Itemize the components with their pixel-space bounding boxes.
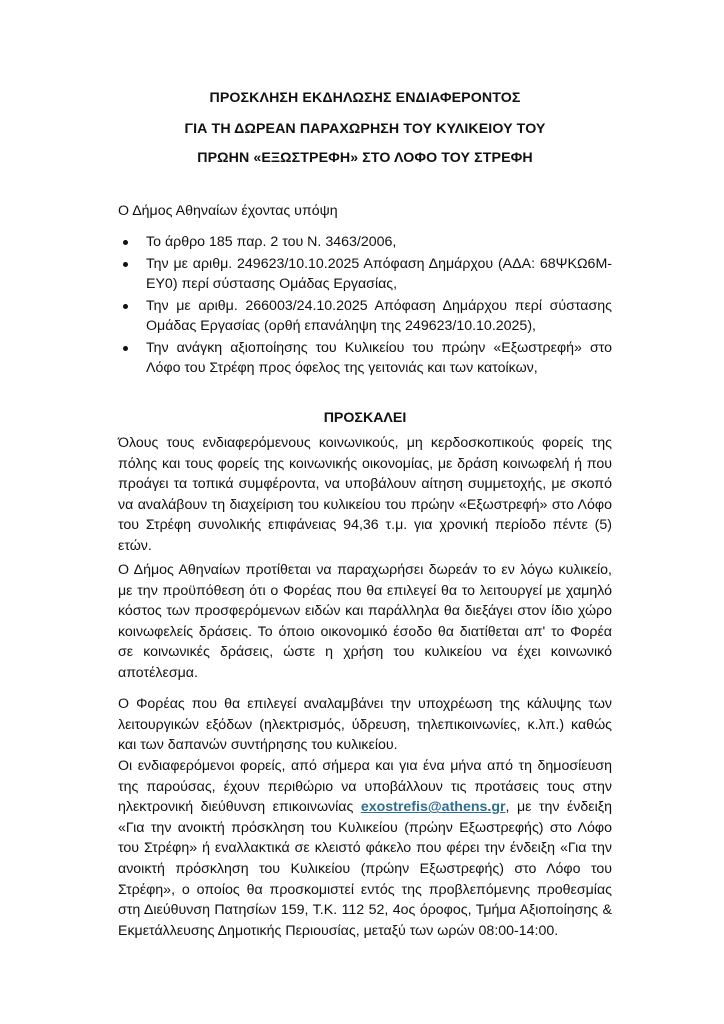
- section-heading: ΠΡΟΣΚΑΛΕΙ: [323, 410, 407, 426]
- considerations-list: [118, 232, 612, 378]
- intro-text: Ο Δήμος Αθηναίων έχοντας υπόψη: [118, 203, 338, 219]
- title-line-2: ΓΙΑ ΤΗ ΔΩΡΕΑΝ ΠΑΡΑΧΩΡΗΣΗ ΤΟΥ ΚΥΛΙΚΕΙΟΥ ΤΟΥ: [184, 121, 546, 137]
- paragraph-obligations: Ο Φορέας που θα επιλεγεί αναλαμβάνει την υποχρέωση της κάλυψης των λειτουργικών εξόδων (ηλεκτρισμός, ύδρευση, τηλεπικοινωνίες, κ.λπ.) καθώς και των δαπανών συντήρησης του κυλικείου.: [118, 696, 612, 754]
- bullet-icon: [123, 262, 128, 267]
- list-item: [118, 296, 612, 336]
- list-item-text: Την με αριθμ. 266003/24.10.2025 Απόφαση Δημάρχου περί σύστασης Ομάδας Εργασίας (ορθή επανάληψη της 249623/10.10.2025),: [146, 298, 612, 334]
- list-item: [118, 338, 612, 378]
- title-line-1: ΠΡΟΣΚΛΗΣΗ ΕΚΔΗΛΩΣΗΣ ΕΝΔΙΑΦΕΡΟΝΤΟΣ: [209, 90, 521, 106]
- paragraph-concession: Ο Δήμος Αθηναίων προτίθεται να παραχωρήσει δωρεάν το εν λόγω κυλικείο, με την προϋπόθεση ότι ο Φορέας που θα επιλεγεί θα το λειτουργεί με χαμηλό κόστος των προσφερόμενων ειδών και παράλληλα θα διεξάγει στον ίδιο χώρο κοινωφελείς δράσεις. Το όποιο οικονομικό έσοδο θα διατίθεται απ' το Φορέα σε κοινωνικές δράσεις, ώστε η χρήση του κυλικείου να έχει κοινωνικό αποτέλεσμα.: [118, 562, 612, 681]
- email-link[interactable]: exostrefis@athens.gr: [360, 799, 506, 816]
- list-item-text: Την με αριθμ. 249623/10.10.2025 Απόφαση Δημάρχου (ΑΔΑ: 68ΨΚΩ6Μ-ΕΥ0) περί σύστασης Ομάδας Εργασίας,: [146, 256, 612, 292]
- list-item-text: Το άρθρο 185 παρ. 2 του Ν. 3463/2006,: [146, 234, 397, 250]
- paragraph-submission: [118, 756, 612, 941]
- bullet-icon: [123, 346, 128, 351]
- bullet-icon: [123, 240, 128, 245]
- submission-text-before: Οι ενδιαφερόμενοι φορείς, από σήμερα και για ένα μήνα από τη δημοσίευση της παρούσας, έχουν περιθώριο να υποβάλλουν τις προτάσεις τους στην ηλεκτρονική διεύθυνση επικοινωνίας: [118, 758, 612, 816]
- list-item-text: Την ανάγκη αξιοποίησης του Κυλικείου του πρώην «Εξωστρεφή» στο Λόφο του Στρέφη προς όφελος της γειτονιάς και των κατοίκων,: [146, 340, 612, 376]
- list-item: [118, 232, 612, 252]
- title-line-3: ΠΡΩΗΝ «ΕΞΩΣΤΡΕΦΗ» ΣΤΟ ΛΟΦΟ ΤΟΥ ΣΤΡΕΦΗ: [197, 150, 533, 166]
- bullet-icon: [123, 304, 128, 309]
- list-item: [118, 254, 612, 294]
- submission-text-after: , με την ένδειξη «Για την ανοικτή πρόσκληση του Κυλικείου (πρώην Εξωστρεφής) στο Λόφο του Στρέφη» ή εναλλακτικά σε κλειστό φάκελο που φέρει την ένδειξη «Για την ανοικτή πρόσκληση του Κυλικείου (πρώην Εξωστρεφής) στο Λόφο του Στρέφη», ο οποίος θα προσκομιστεί εντός της προβλεπόμενης προθεσμίας στη Διεύθυνση Πατησίων 159, Τ.Κ. 112 52, 4ος όροφος, Τμήμα Αξιοποίησης & Εκμετάλλευσης Δημοτικής Περιουσίας, μεταξύ των ωρών 08:00-14:00.: [118, 799, 613, 939]
- paragraph-invitation: Όλους τους ενδιαφερόμενους κοινωνικούς, μη κερδοσκοπικούς φορείς της πόλης και τους φορείς της κοινωνικής οικονομίας, με δράση κοινωφελή ή που προάγει τα τοπικά συμφέροντα, να υποβάλουν αίτηση συμμετοχής, με σκοπό να αναλάβουν τη διαχείριση του κυλικείου του πρώην «Εξωστρεφή» στο Λόφο του Στρέφη συνολικής επιφάνειας 94,36 τ.μ. για χρονική περίοδο πέντε (5) ετών.: [118, 435, 612, 554]
